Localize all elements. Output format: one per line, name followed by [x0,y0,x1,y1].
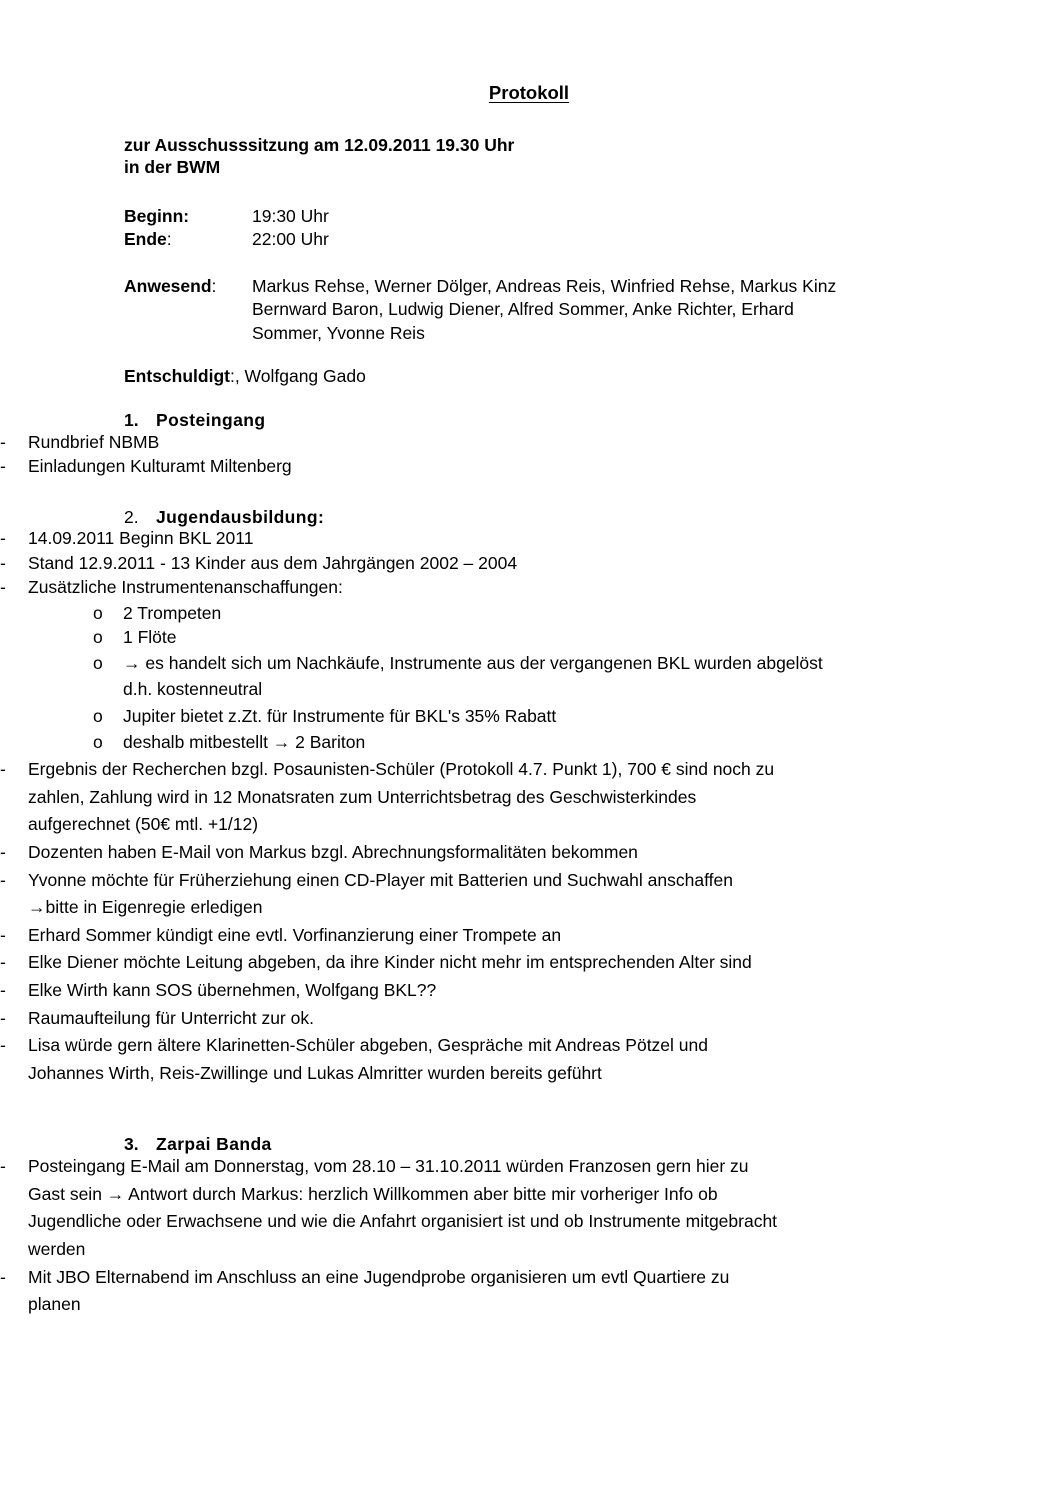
sub-list-item [93,650,823,703]
end-label: Ende: [124,229,172,250]
dash-bullet-icon: - [0,924,6,945]
attendance-names [252,275,1058,345]
section-heading-1 [124,412,1058,430]
attendance-line-2: Bernward Baron, Ludwig Diener, Alfred Sommer, Anke Richter, Erhard [252,299,794,320]
dash-bullet-icon: - [0,577,6,598]
sub-list-item-text: 1 Flöte [123,626,177,647]
meeting-times [124,205,1058,251]
dash-bullet-icon: - [0,1266,6,1287]
section-2-sublist [93,602,1058,756]
list-item-text: Ergebnis der Recherchen bzgl. Posaunisten-Schüler (Protokoll 4.7. Punkt 1), 700 € sind noch zu zahlen, Zahlung wird in 12 Monatsraten zum Unterrichtsbetrag des Geschwisterkindes aufgerechnet (50€ mtl. +1/12) [28,758,775,835]
section-3-list [0,1153,1058,1319]
list-item [0,977,784,1005]
list-item [0,551,1058,576]
list-item [0,526,1058,551]
begin-label: Beginn: [124,206,190,226]
list-item-text: Elke Wirth kann SOS übernehmen, Wolfgang BKL?? [28,980,437,1001]
dash-bullet-icon: - [0,952,6,973]
dash-bullet-icon: - [0,1156,6,1177]
section-1-list [0,430,1058,479]
list-item-text: Lisa würde gern ältere Klarinetten-Schüler abgeben, Gespräche mit Andreas Pötzel und Johannes Wirth, Reis-Zwillinge und Lukas Almritter wurden bereits geführt [28,1035,708,1083]
circle-bullet-icon: o [93,705,103,726]
title-row [0,84,1058,103]
dash-bullet-icon: - [0,431,6,452]
list-item-text: Rundbrief NBMB [28,431,160,452]
end-value: 22:00 Uhr [252,229,329,250]
section-title-1: Posteingang [156,410,266,431]
sub-list-item-text: → es handelt sich um Nachkäufe, Instrumente aus der vergangenen BKL wurden abgelöst d.h. kostenneutral [123,652,823,700]
sub-list-item [93,703,823,730]
list-item-text: Raumaufteilung für Unterricht zur ok. [28,1007,314,1028]
list-item [0,839,784,867]
section-heading-2 [124,506,1058,527]
list-item [0,867,784,922]
list-item-text: Mit JBO Elternabend im Anschluss an eine Jugendprobe organisieren um evtl Quartiere zu planen [28,1266,730,1315]
section-number-2: 2. [124,506,139,527]
list-item [0,454,1058,479]
dash-bullet-icon: - [0,1007,6,1028]
sub-list-item-text: deshalb mitbestellt → 2 Bariton [123,732,366,753]
section-2-list-b [0,756,1058,1088]
sub-list-item [93,626,823,650]
list-item-text: Yvonne möchte für Früherziehung einen CD-Player mit Batterien und Suchwahl anschaffen →bitte in Eigenregie erledigen [28,869,733,918]
attendance-block [124,275,1058,345]
dash-bullet-icon: - [0,841,6,862]
circle-bullet-icon: o [93,732,103,753]
dash-bullet-icon: - [0,758,6,779]
sub-list-item [93,729,823,756]
list-item [0,949,784,977]
circle-bullet-icon: o [93,652,103,673]
subtitle-block [124,134,1058,180]
list-item [0,1153,784,1264]
sub-list-item-text: Jupiter bietet z.Zt. für Instrumente für BKL's 35% Rabatt [123,705,557,726]
list-item-text: Stand 12.9.2011 - 13 Kinder aus dem Jahrgängen 2002 – 2004 [28,552,518,573]
section-title-3: Zarpai Banda [156,1133,272,1154]
list-item [0,1005,784,1033]
dash-bullet-icon: - [0,456,6,477]
list-item [0,430,1058,455]
dash-bullet-icon: - [0,528,6,549]
attendance-label: Anwesend: [124,276,217,297]
sub-list-item-text: 2 Trompeten [123,602,222,623]
list-item-text: Dozenten haben E-Mail von Markus bzgl. Abrechnungsformalitäten bekommen [28,841,638,862]
list-item [0,756,784,839]
subtitle-line-1: zur Ausschusssitzung am 12.09.2011 19.30 Uhr [124,134,515,155]
list-item-text: Elke Diener möchte Leitung abgeben, da ihre Kinder nicht mehr im entsprechenden Alter sind [28,952,752,973]
list-item-text: Einladungen Kulturamt Miltenberg [28,456,292,477]
list-item-text: 14.09.2011 Beginn BKL 2011 [28,528,254,549]
sub-list-item [93,602,823,626]
excused-label: Entschuldigt [124,365,230,386]
excused-line [124,365,1058,386]
list-item-text: Erhard Sommer kündigt eine evtl. Vorfinanzierung einer Trompete an [28,924,562,945]
list-item [0,1264,784,1319]
attendance-line-1: Markus Rehse, Werner Dölger, Andreas Reis, Winfried Rehse, Markus Kinz [252,276,837,297]
list-item [0,575,1058,755]
begin-value: 19:30 Uhr [252,206,329,226]
page-title: Protokoll [488,82,570,103]
circle-bullet-icon: o [93,602,103,623]
list-item [0,922,784,950]
list-item-text: Posteingang E-Mail am Donnerstag, vom 28.10 – 31.10.2011 würden Franzosen gern hier zu Gast sein → Antwort durch Markus: herzlich Willkommen aber bitte mir vorheriger Info ob Jugendliche oder Erwachsene und wie die Anfahrt organisiert ist und ob Instrumente mitgebracht werden [28,1156,778,1260]
section-number-1: 1. [124,410,139,431]
section-title-2: Jugendausbildung: [156,506,325,527]
dash-bullet-icon: - [0,869,6,890]
attendance-line-3: Sommer, Yvonne Reis [252,322,425,343]
dash-bullet-icon: - [0,552,6,573]
section-heading-3 [124,1133,1058,1154]
dash-bullet-icon: - [0,980,6,1001]
begin-row [124,205,1058,228]
dash-bullet-icon: - [0,1035,6,1056]
circle-bullet-icon: o [93,626,103,647]
end-row [124,228,1058,251]
excused-names: :, Wolfgang Gado [229,365,366,386]
list-item [0,1032,784,1087]
list-item-text: Zusätzliche Instrumentenanschaffungen: [28,577,343,598]
subtitle-line-2: in der BWM [124,157,221,178]
section-number-3: 3. [124,1133,139,1154]
section-2-list-a [0,526,1058,755]
